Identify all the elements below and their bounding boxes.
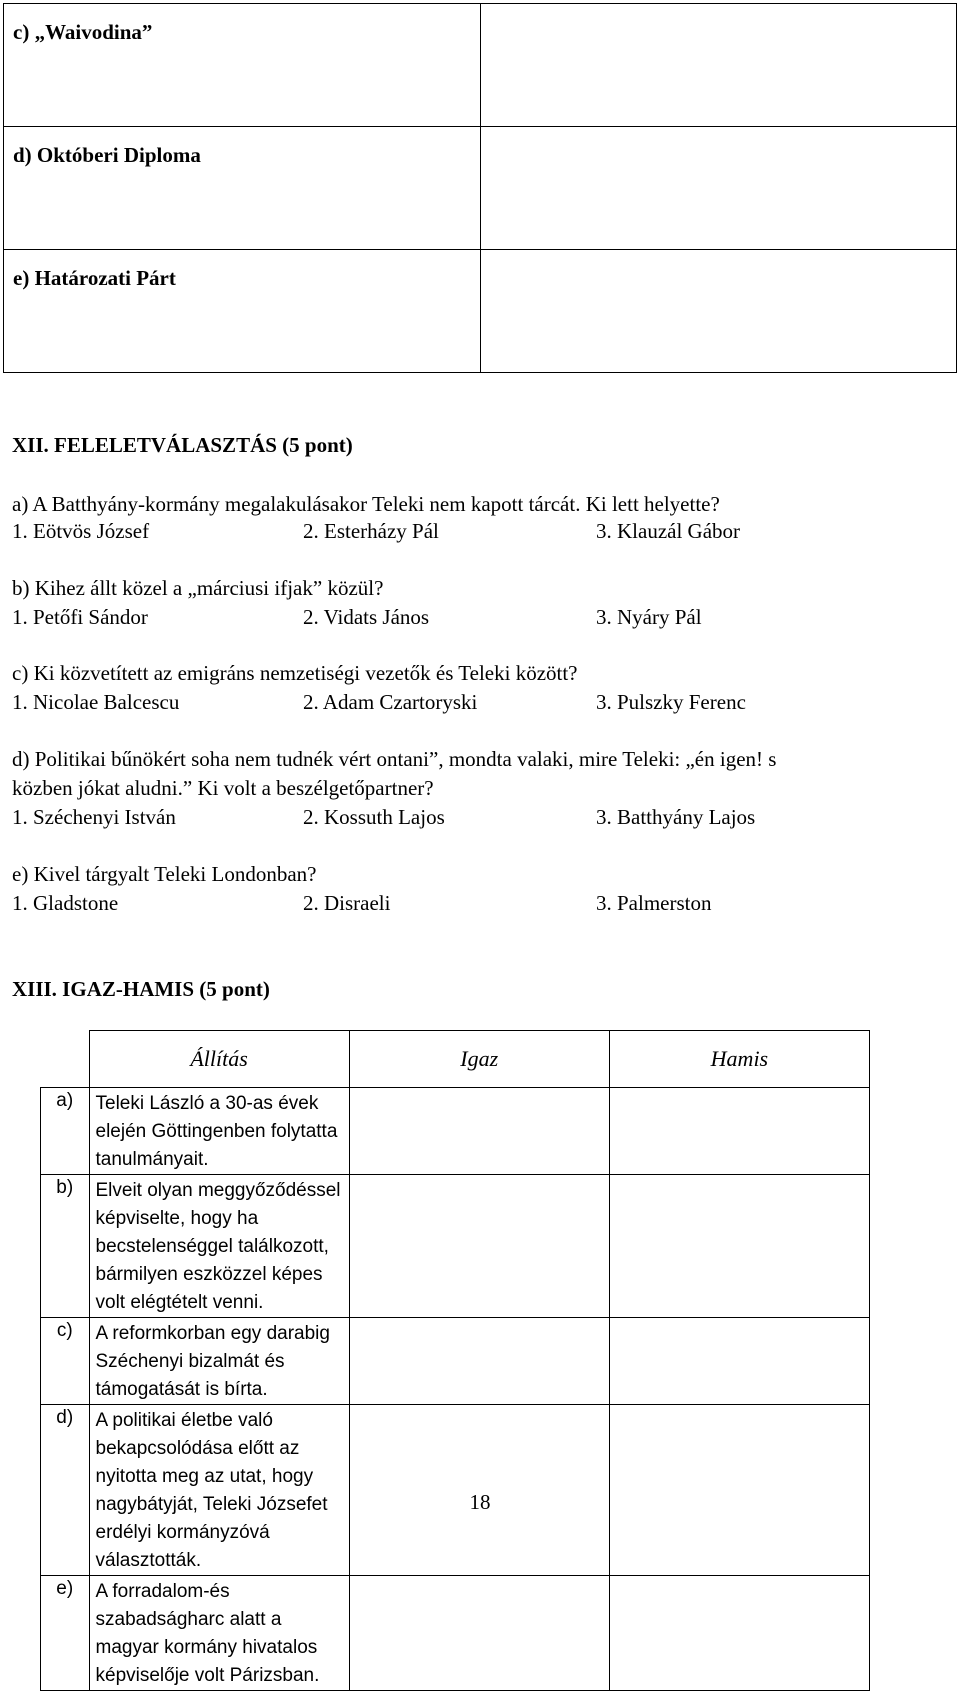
option[interactable]: 3. Batthyány Lajos [596,805,756,829]
question-b: b) Kihez állt közel a „márciusi ifjak” közül? [12,576,384,600]
true-answer-cell[interactable] [349,1174,609,1317]
question-e: e) Kivel tárgyalt Teleki Londonban? [12,862,317,886]
statement-text: Teleki László a 30-as évek elején Göttingenben folytatta tanulmányait. [89,1087,349,1174]
definition-answer-cell[interactable] [481,127,957,250]
definition-answer-cell[interactable] [481,250,957,373]
question-d-continued: közben jókat aludni.” Ki volt a beszélgetőpartner? [12,776,434,800]
true-answer-cell[interactable] [349,1087,609,1174]
row-letter: b) [41,1174,90,1317]
column-header-true: Igaz [349,1031,609,1088]
true-answer-cell[interactable] [349,1575,609,1690]
option[interactable]: 1. Gladstone [12,891,119,915]
option[interactable]: 3. Nyáry Pál [596,605,702,629]
table-row [41,1575,870,1690]
question-c: c) Ki közvetített az emigráns nemzetiségi vezetők és Teleki között? [12,661,578,685]
definitions-table [3,3,957,373]
column-header-false: Hamis [609,1031,869,1088]
false-answer-cell[interactable] [609,1317,869,1404]
true-false-table [40,1030,870,1691]
definition-row [4,4,957,127]
option[interactable]: 1. Eötvös József [12,519,150,543]
false-answer-cell[interactable] [609,1575,869,1690]
statement-text: Elveit olyan meggyőződéssel képviselte, hogy ha becstelenséggel találkozott, bármilyen eszközzel képes volt elégtételt venni. [89,1174,349,1317]
row-letter: d) [41,1404,90,1575]
column-header-statement: Állítás [89,1031,349,1088]
row-letter: e) [41,1575,90,1690]
option[interactable]: 1. Széchenyi István [12,805,176,829]
option[interactable]: 2. Esterházy Pál [303,519,439,543]
row-letter: c) [41,1317,90,1404]
table-row [41,1087,870,1174]
section-13-title: XIII. IGAZ-HAMIS (5 pont) [12,977,270,1001]
section-12-title: XII. FELELETVÁLASZTÁS (5 pont) [12,433,353,457]
page-number: 18 [469,1490,491,1514]
table-row [41,1317,870,1404]
option[interactable]: 3. Klauzál Gábor [596,519,741,543]
row-letter: a) [41,1087,90,1174]
statement-text: A forradalom-és szabadságharc alatt a magyar kormány hivatalos képviselője volt Párizsban. [89,1575,349,1690]
question-a: a) A Batthyány-kormány megalakulásakor Teleki nem kapott tárcát. Ki lett helyette? [12,492,720,516]
statement-text: A reformkorban egy darabig Széchenyi bizalmát és támogatását is bírta. [89,1317,349,1404]
table-row [41,1174,870,1317]
question-d: d) Politikai bűnökért soha nem tudnék vért ontani”, mondta valaki, mire Teleki: „én igen! s [12,747,777,771]
option[interactable]: 2. Adam Czartoryski [303,690,478,714]
option[interactable]: 1. Nicolae Balcescu [12,690,180,714]
table-header-row [41,1031,870,1088]
definition-term: c) „Waivodina” [13,20,153,44]
statement-text: A politikai életbe való bekapcsolódása előtt az nyitotta meg az utat, hogy nagybátyját, Teleki Józsefet erdélyi kormányzóvá választották. [89,1404,349,1575]
option[interactable]: 3. Pulszky Ferenc [596,690,746,714]
option[interactable]: 2. Kossuth Lajos [303,805,445,829]
option[interactable]: 1. Petőfi Sándor [12,605,148,629]
option[interactable]: 2. Vidats János [303,605,430,629]
definition-answer-cell[interactable] [481,4,957,127]
option[interactable]: 2. Disraeli [303,891,391,915]
true-answer-cell[interactable] [349,1317,609,1404]
definition-term: e) Határozati Párt [13,266,176,290]
definition-row [4,250,957,373]
false-answer-cell[interactable] [609,1087,869,1174]
definition-row [4,127,957,250]
false-answer-cell[interactable] [609,1174,869,1317]
option[interactable]: 3. Palmerston [596,891,712,915]
definition-term: d) Októberi Diploma [13,143,201,167]
